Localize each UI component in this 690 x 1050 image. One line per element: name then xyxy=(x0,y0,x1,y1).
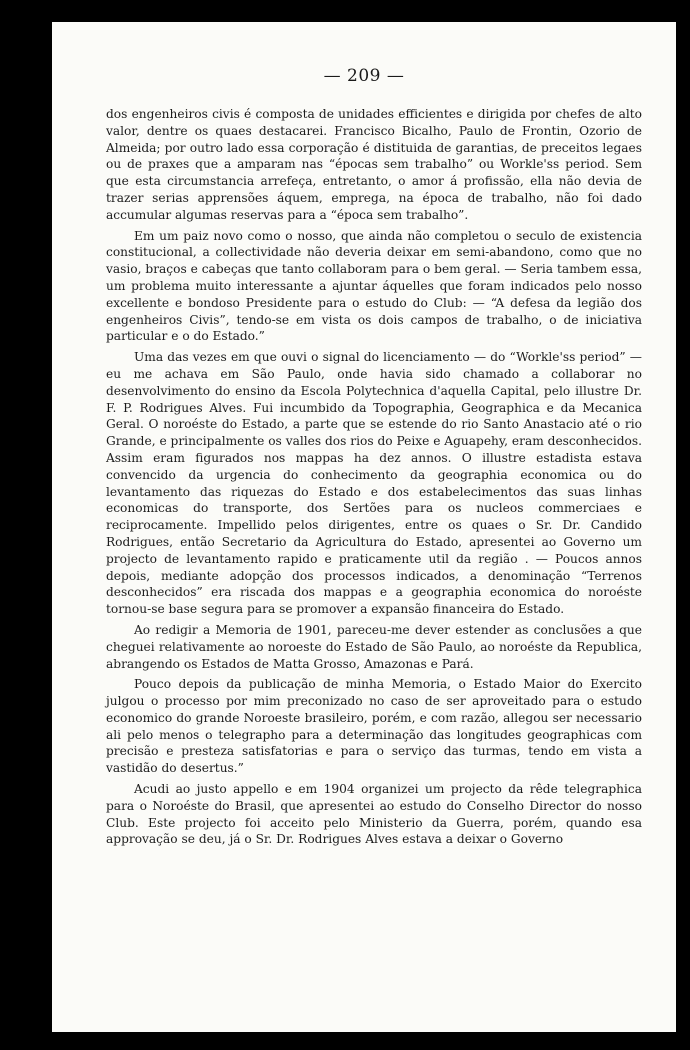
page-number: — 209 — xyxy=(323,66,405,86)
body-text xyxy=(106,106,642,848)
paragraph-4: Ao redigir a Memoria de 1901, pareceu-me dever estender as conclusões a que cheguei relativamente ao noroeste do Estado de São Paulo, ao noroéste da Republica, abrangendo os Estados de Matta Grosso, Amazonas e Pará. xyxy=(106,622,642,671)
paragraph-5: Pouco depois da publicação de minha Memoria, o Estado Maior do Exercito julgou o processo por mim preconizado no caso de ser aproveitado para o estudo economico do grande Noroeste brasileiro, porém, e com razão, allegou ser necessario ali pelo menos o telegrapho para a determinação das longitudes geographicas com precisão e presteza satisfatorias e para o serviço das turmas, tendo em vista a vastidão do desertus.” xyxy=(106,677,642,776)
paragraph-3: Uma das vezes em que ouvi o signal do licenciamento — do “Workle'ss period” — eu me achava em São Paulo, onde havia sido chamado a collaborar no desenvolvimento do ensino da Escola Polytechnica d'aquella Capital, pelo illustre Dr. F. P. Rodrigues Alves. Fui incumbido da Topographia, Geographica e da Mecanica Geral. O noroéste do Estado, a parte que se estende do rio Santo Anastacio até o rio Grande, e principalmente os valles dos rios do Peixe e Aguapehy, eram desconhecidos. Assim eram figurados nos mappas ha dez annos. O illustre estadista estava convencido da urgencia do conhecimento da geographia economica ou do levantamento das riquezas do Estado e dos estabelecimentos das suas linhas economicas do transporte, dos Sertões para os nucleos commerciaes e reciprocamente. Impellido pelos dirigentes, entre os quaes o Sr. Dr. Candido Rodrigues, então Secretario da Agricultura do Estado, apresentei ao Governo um projecto de levantamento rapido e praticamente util da região . — Poucos annos depois, mediante adopção dos processos indicados, a denominação “Terrenos desconhecidos” era riscada dos mappas e a geographia economica do noroéste tornou-se base segura para se promover a expansão financeira do Estado. xyxy=(106,350,642,617)
scanned-page xyxy=(52,22,676,1032)
paragraph-2: Em um paiz novo como o nosso, que ainda não completou o seculo de existencia constitucional, a collectividade não deveria deixar em semi-abandono, como que no vasio, braços e cabeças que tanto collaboram para o bem geral. — Seria tambem essa, um problema muito interessante a ajuntar áquelles que foram indicados pelo nosso excellente e bondoso Presidente para o estudo do Club: — “A defesa da legião dos engenheiros Civis”, tendo-se em vista os dois campos de trabalho, o de iniciativa particular e o do Estado.” xyxy=(106,228,642,344)
paragraph-6: Acudi ao justo appello e em 1904 organizei um projecto da rêde telegraphica para o Noroéste do Brasil, que apresentei ao estudo do Conselho Director do nosso Club. Este projecto foi acceito pelo Ministerio da Guerra, porém, quando esa approvação se deu, já o Sr. Dr. Rodrigues Alves estava a deixar o Governo xyxy=(106,782,642,847)
paragraph-1: dos engenheiros civis é composta de unidades efficientes e dirigida por chefes de alto valor, dentre os quaes destacarei. Francisco Bicalho, Paulo de Frontin, Ozorio de Almeida; por outro lado essa corporação é distituida de garantias, de preceitos legaes ou de praxes que a amparam nas “épocas sem trabalho” ou Workle'ss period. Sem que esta circumstancia arrefeça, entretanto, o amor á profissão, ella não devia de trazer serias apprensões áquem, emprega, na época de trabalho, não foi dado accumular algumas reservas para a “época sem trabalho”. xyxy=(106,107,642,222)
